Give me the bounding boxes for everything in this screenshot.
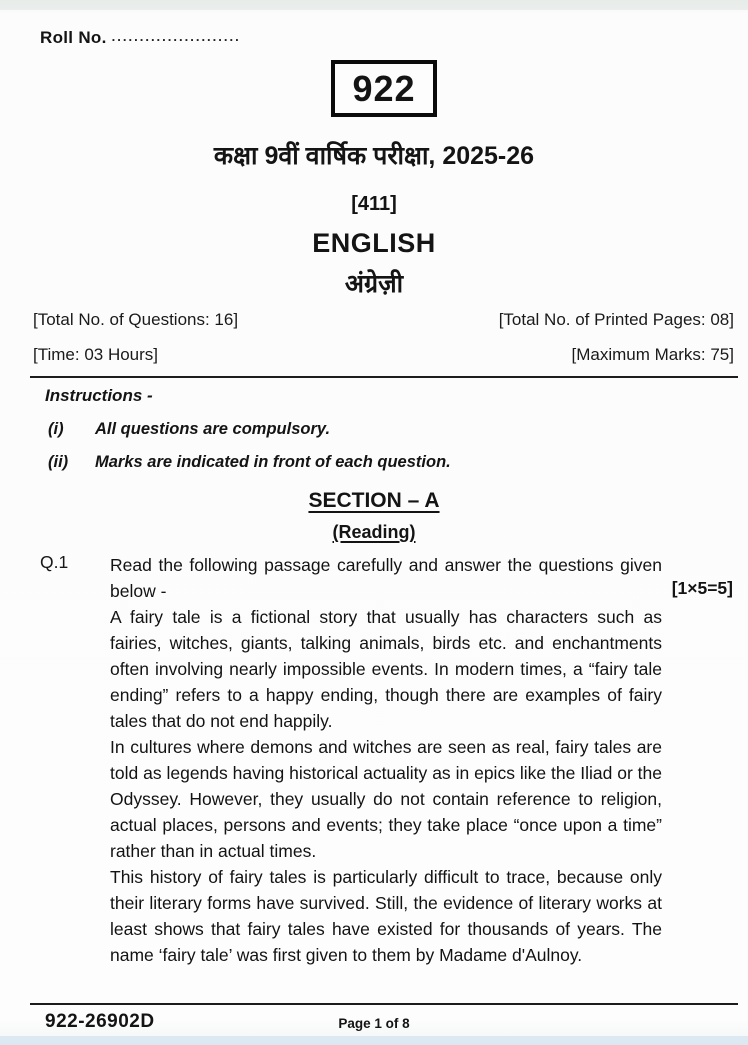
passage-paragraph-3: This history of fairy tales is particularly difficult to trace, because only their literary forms have survived. Still, the evidence of literary works at least shows that fairy tales have existed for thousands of years. The name ‘fairy tale’ was first given to them by Madame d'Aulnoy. (110, 867, 662, 965)
scan-edge-top (0, 0, 748, 10)
footer-paper-code: 922-26902D (45, 1011, 155, 1032)
exam-title-hindi: कक्षा 9वीं वार्षिक परीक्षा, 2025-26 (213, 142, 535, 170)
section-a-subtitle: (Reading) (332, 522, 416, 542)
passage-paragraph-1: A fairy tale is a fictional story that usually has characters such as fairies, witches, giants, talking animals, birds etc. and enchantments often involving nearly impossible events. In modern times, a “fairy tale ending” refers to a happy ending, though there are examples of fairy tales that do not end happily. (110, 607, 662, 731)
roll-number-label: Roll No. (40, 28, 107, 47)
time-allowed: [Time: 03 Hours] (33, 345, 159, 364)
maximum-marks: [Maximum Marks: 75] (571, 345, 734, 364)
scan-edge-bottom (0, 1036, 748, 1045)
question-1-intro: Read the following passage carefully and answer the questions given below - (110, 555, 662, 601)
question-1-number: Q.1 (40, 552, 69, 572)
subject-name-hindi: अंग्रेज़ी (344, 270, 404, 298)
meta-row-questions-pages (33, 310, 734, 330)
question-1-block (40, 552, 733, 968)
printed-pages: [Total No. of Printed Pages: 08] (498, 310, 734, 329)
instructions-heading: Instructions - (45, 386, 153, 405)
instruction-item-1 (48, 420, 708, 439)
roll-number-field (40, 28, 241, 48)
instruction-2-text: Marks are indicated in front of each question. (95, 453, 451, 471)
header-divider-line (30, 376, 738, 378)
instruction-2-number: (ii) (48, 453, 69, 471)
question-1-body (110, 552, 662, 968)
roll-number-dotted-line: ....................... (111, 29, 241, 44)
paper-code-box (331, 60, 437, 117)
footer-divider-line (30, 1003, 738, 1005)
question-1-marks: [1×5=5] (671, 578, 733, 598)
total-questions: [Total No. of Questions: 16] (33, 310, 239, 329)
instruction-1-text: All questions are compulsory. (95, 420, 331, 438)
meta-row-time-marks (33, 345, 734, 365)
passage-paragraph-2: In cultures where demons and witches are seen as real, fairy tales are told as legends having historical actuality as in epics like the Iliad or the Odyssey. However, they usually do not contain reference to religion, actual places, persons and events; they take place “once upon a time” rather than in actual times. (110, 737, 662, 861)
subject-code: [411] (351, 193, 397, 215)
section-a-title: SECTION – A (308, 489, 440, 512)
instruction-1-number: (i) (48, 420, 64, 438)
footer-page-number: Page 1 of 8 (338, 1016, 410, 1031)
paper-code: 922 (352, 67, 416, 109)
subject-name-english: ENGLISH (312, 228, 436, 258)
instruction-item-2 (48, 453, 708, 472)
